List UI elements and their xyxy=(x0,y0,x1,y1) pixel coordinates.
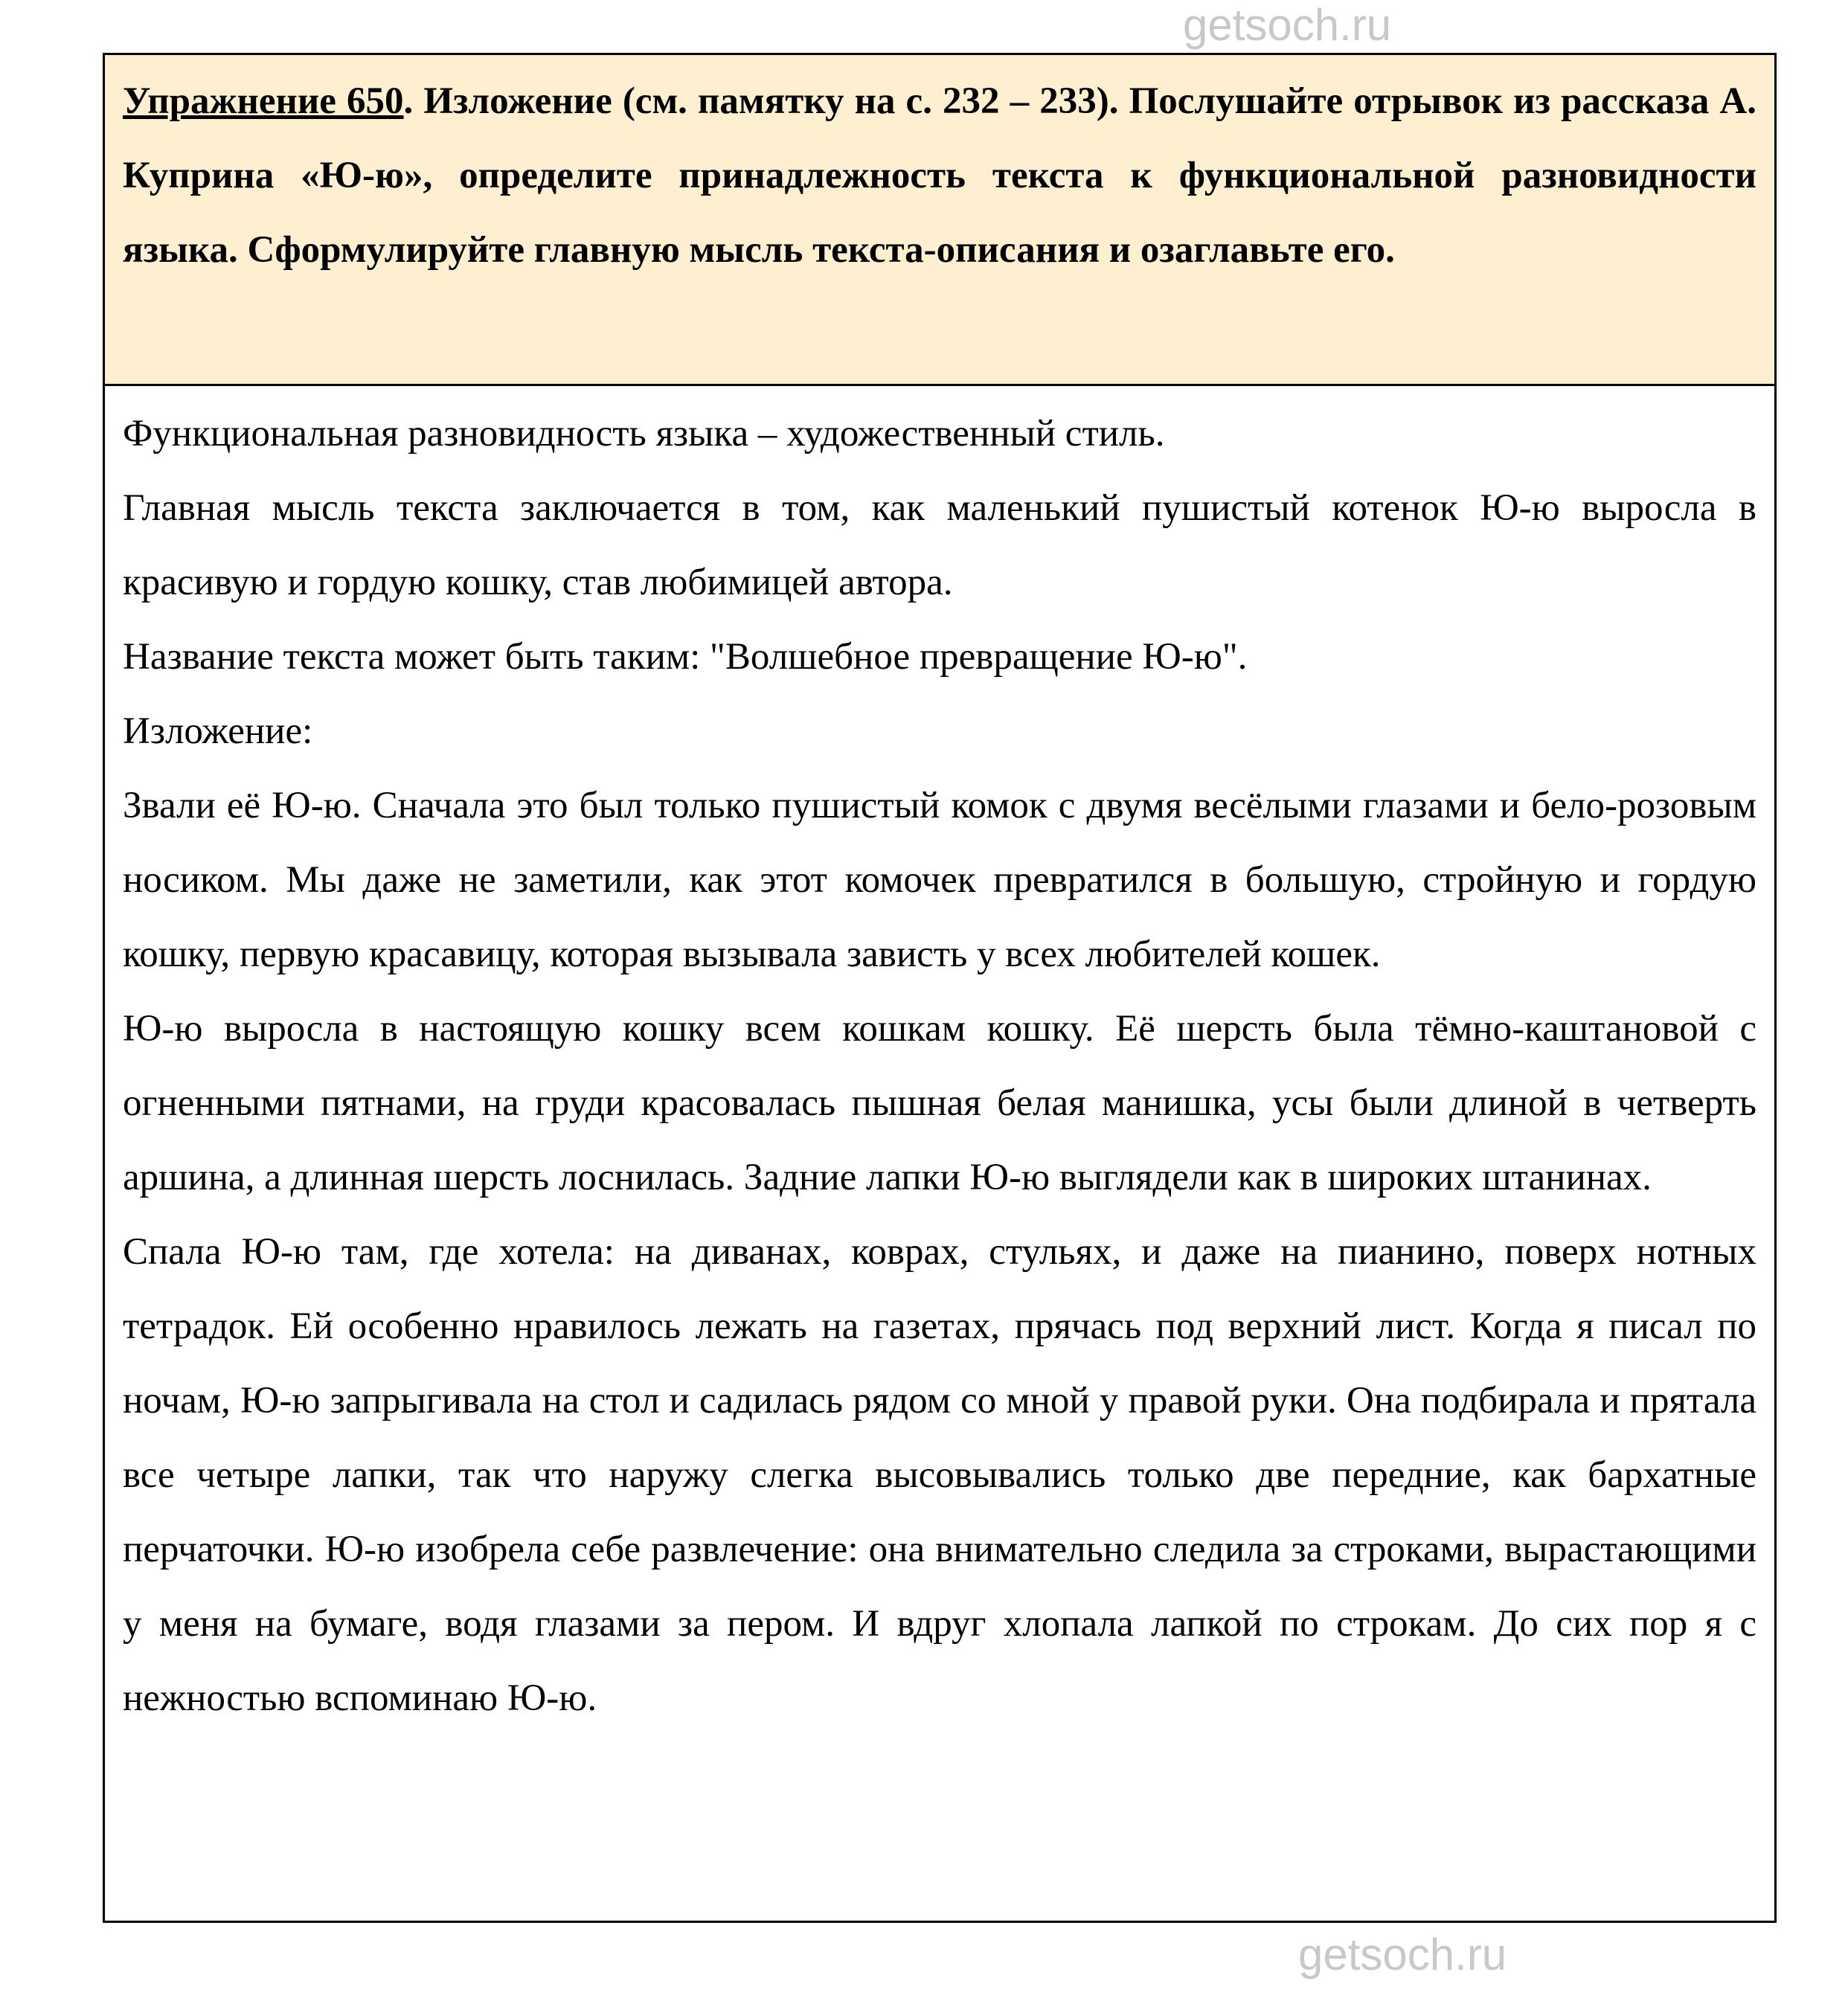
answer-body xyxy=(105,386,1774,1735)
summary-paragraph-2: Ю-ю выросла в настоящую кошку всем кошкам кошку. Её шерсть была тёмно-каштановой с огненными пятнами, на груди красовалась пышная белая манишка, усы были длиной в четверть аршина, а длинная шерсть лоснилась. Задние лапки Ю-ю выглядели как в широких штанинах. xyxy=(123,1008,1756,1198)
exercise-number: Упражнение 650 xyxy=(123,80,404,122)
answer-main-idea: Главная мысль текста заключается в том, как маленький пушистый котенок Ю-ю выросла в красивую и гордую кошку, став любимицей автора. xyxy=(123,487,1756,603)
summary-paragraph-3: Спала Ю-ю там, где хотела: на диванах, коврах, стульях, и даже на пианино, поверх нотных тетрадок. Ей особенно нравилось лежать на газетах, прячась под верхний лист. Когда я писал по ночам, Ю-ю запрыгивала на стол и садилась рядом со мной у правой руки. Она подбирала и прятала все четыре лапки, так что наружу слегка высовывались только две передние, как бархатные перчаточки. Ю-ю изобрела себе развлечение: она внимательно следила за строками, вырастающими у меня на бумаге, водя глазами за пером. И вдруг хлопала лапкой по строкам. До сих пор я с нежностью вспоминаю Ю-ю. xyxy=(123,1231,1756,1719)
summary-paragraph-1: Звали её Ю-ю. Сначала это был только пушистый комок с двумя весёлыми глазами и бело-розовым носиком. Мы даже не заметили, как этот комочек превратился в большую, стройную и гордую кошку, первую красавицу, которая вызывала зависть у всех любителей кошек. xyxy=(123,785,1756,975)
watermark: getsoch.ru xyxy=(1183,0,1392,50)
answer-style: Функциональная разновидность языка – художественный стиль. xyxy=(123,413,1165,454)
exercise-table xyxy=(103,53,1777,1923)
task-text: . Изложение (см. памятку на с. 232 – 233). Послушайте отрывок из рассказа А. Куприна «Ю-ю», определите принадлежность текста к функциональной разновидности языка. Сформулируйте главную мысль текста-описания и озаглавьте его. xyxy=(123,80,1756,271)
task-header xyxy=(105,55,1774,386)
answer-title: Название текста может быть таким: "Волшебное превращение Ю-ю". xyxy=(123,636,1248,678)
summary-heading: Изложение: xyxy=(123,710,313,752)
watermark: getsoch.ru xyxy=(1298,1930,1507,1979)
